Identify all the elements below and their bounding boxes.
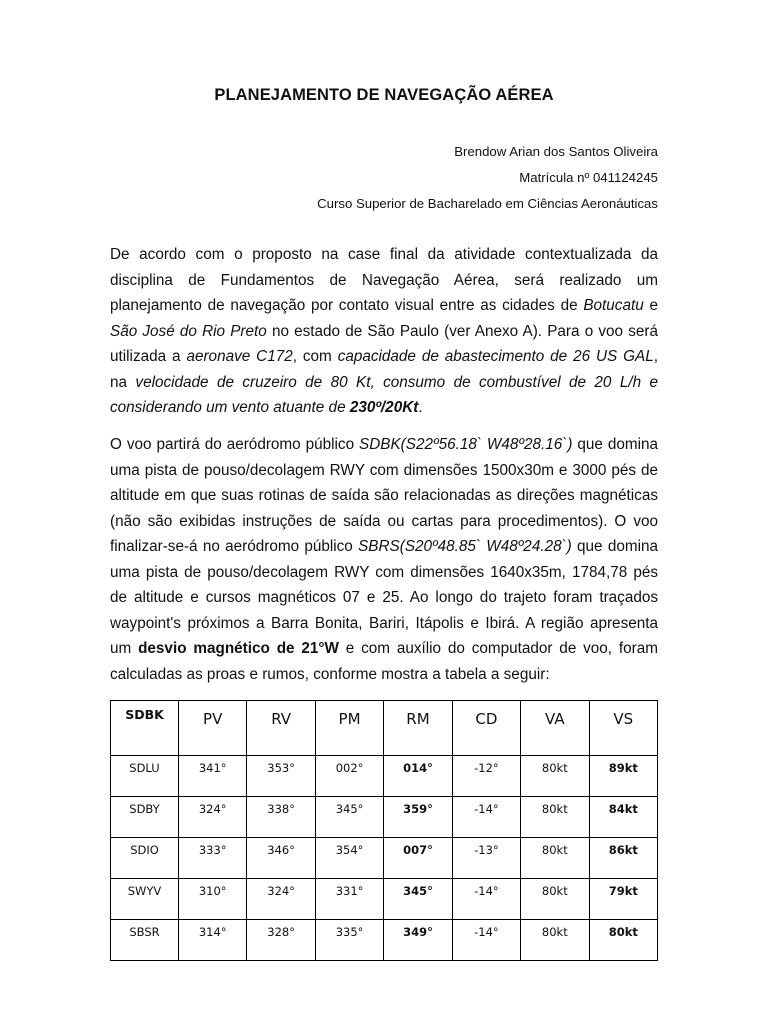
header-cell: VS: [589, 701, 657, 756]
table-cell: 80kt: [521, 756, 589, 797]
header-cell: RM: [384, 701, 452, 756]
table-cell: -14°: [452, 920, 520, 961]
table-cell: 341°: [179, 756, 247, 797]
table-cell: SDBY: [111, 797, 179, 838]
text-run: no estado de São Paulo (ver Anexo A). Para o voo será utilizada a: [110, 322, 658, 365]
author-course: Curso Superior de Bacharelado em Ciências Aeronáuticas: [317, 196, 658, 211]
text-run: que domina uma pista de pouso/decolagem RWY com dimensões 1500x30m e 3000 pés de altitude em que suas rotinas de saída são relacionadas as direções magnéticas (não são exibidas instruções de saída ou cartas para procedimentos). O voo finalizar-se-á no aeródromo público: [110, 436, 658, 555]
author-registration: Matrícula nº 041124245: [519, 170, 658, 185]
table-row: [111, 879, 658, 920]
italic-run: velocidade de cruzeiro de 80 Kt, consumo de combustível de 20 L/h e considerando um vento atuante de: [110, 373, 659, 416]
italic-run: Botucatu: [583, 297, 644, 314]
bold-italic-run: 230º/20Kt: [349, 399, 419, 416]
table-row: [111, 838, 658, 879]
table-cell: 002°: [315, 756, 383, 797]
table-cell: 338°: [247, 797, 315, 838]
table-cell: 86kt: [589, 838, 657, 879]
text-run: e: [643, 297, 658, 314]
text-run: , com: [292, 348, 338, 365]
table-cell: SDLU: [111, 756, 179, 797]
table-cell: 80kt: [521, 838, 589, 879]
table-cell: SWYV: [111, 879, 179, 920]
table-cell: 359°: [384, 797, 452, 838]
table-cell: 333°: [179, 838, 247, 879]
table-cell: 79kt: [589, 879, 657, 920]
table-cell: -14°: [452, 879, 520, 920]
author-name: Brendow Arian dos Santos Oliveira: [454, 144, 658, 159]
header-cell: SDBK: [111, 701, 179, 756]
route-paragraph: [110, 432, 658, 687]
header-cell: CD: [452, 701, 520, 756]
italic-run: São José do Rio Preto: [110, 322, 267, 340]
table-cell: 014°: [384, 756, 452, 797]
table-cell: SBSR: [111, 920, 179, 961]
header-cell: PM: [315, 701, 383, 756]
table-cell: 314°: [179, 920, 247, 961]
text-run: De acordo com o proposto na case final da atividade contextualizada da disciplina de Fundamentos de Navegação Aérea, será realizado um planejamento de navegação por contato visual entre as cidades de: [110, 246, 658, 314]
italic-run: SDBK(S22º56.18` W48º28.16`): [359, 436, 573, 453]
table-cell: 80kt: [521, 879, 589, 920]
table-cell: -14°: [452, 797, 520, 838]
navigation-table: [110, 700, 658, 961]
table-cell: 324°: [247, 879, 315, 920]
header-cell: RV: [247, 701, 315, 756]
table-cell: 331°: [315, 879, 383, 920]
table-cell: 007°: [384, 838, 452, 879]
table-cell: 324°: [179, 797, 247, 838]
italic-run: aeronave C172: [186, 348, 293, 365]
text-run: , na: [110, 348, 659, 391]
bold-run: desvio magnético de 21°W: [138, 640, 339, 657]
intro-paragraph: [110, 242, 658, 421]
table-header-row: [111, 701, 658, 756]
table-cell: 80kt: [589, 920, 657, 961]
table-cell: 310°: [179, 879, 247, 920]
header-cell: VA: [521, 701, 589, 756]
header-cell: PV: [179, 701, 247, 756]
page-title: PLANEJAMENTO DE NAVEGAÇÃO AÉREA: [214, 86, 554, 104]
table-cell: 346°: [247, 838, 315, 879]
text-run: que domina uma pista de pouso/decolagem RWY com dimensões 1640x35m, 1784,78 pés de altitude e cursos magnéticos 07 e 25. Ao longo do trajeto foram traçados waypoint's próximos a Barra Bonita, Bariri, Itápolis e Ibirá. A região apresenta um: [110, 538, 658, 657]
table-cell: -13°: [452, 838, 520, 879]
table-cell: 80kt: [521, 797, 589, 838]
table-cell: 349°: [384, 920, 452, 961]
table-cell: 335°: [315, 920, 383, 961]
text-run: e com auxílio do computador de voo, foram calculadas as proas e rumos, conforme mostra a tabela a seguir:: [110, 640, 658, 683]
table-cell: 345°: [315, 797, 383, 838]
table-cell: 328°: [247, 920, 315, 961]
table-cell: -12°: [452, 756, 520, 797]
table-cell: 345°: [384, 879, 452, 920]
table-row: [111, 920, 658, 961]
text-run: .: [418, 399, 423, 416]
table-cell: 354°: [315, 838, 383, 879]
table-cell: 80kt: [521, 920, 589, 961]
table-cell: SDIO: [111, 838, 179, 879]
italic-run: SBRS(S20º48.85` W48º24.28`): [358, 538, 572, 555]
italic-run: capacidade de abastecimento de 26 US GAL: [337, 348, 654, 365]
table-cell: 84kt: [589, 797, 657, 838]
table-row: [111, 797, 658, 838]
table-cell: 353°: [247, 756, 315, 797]
table-cell: 89kt: [589, 756, 657, 797]
table-row: [111, 756, 658, 797]
text-run: O voo partirá do aeródromo público: [110, 436, 360, 453]
